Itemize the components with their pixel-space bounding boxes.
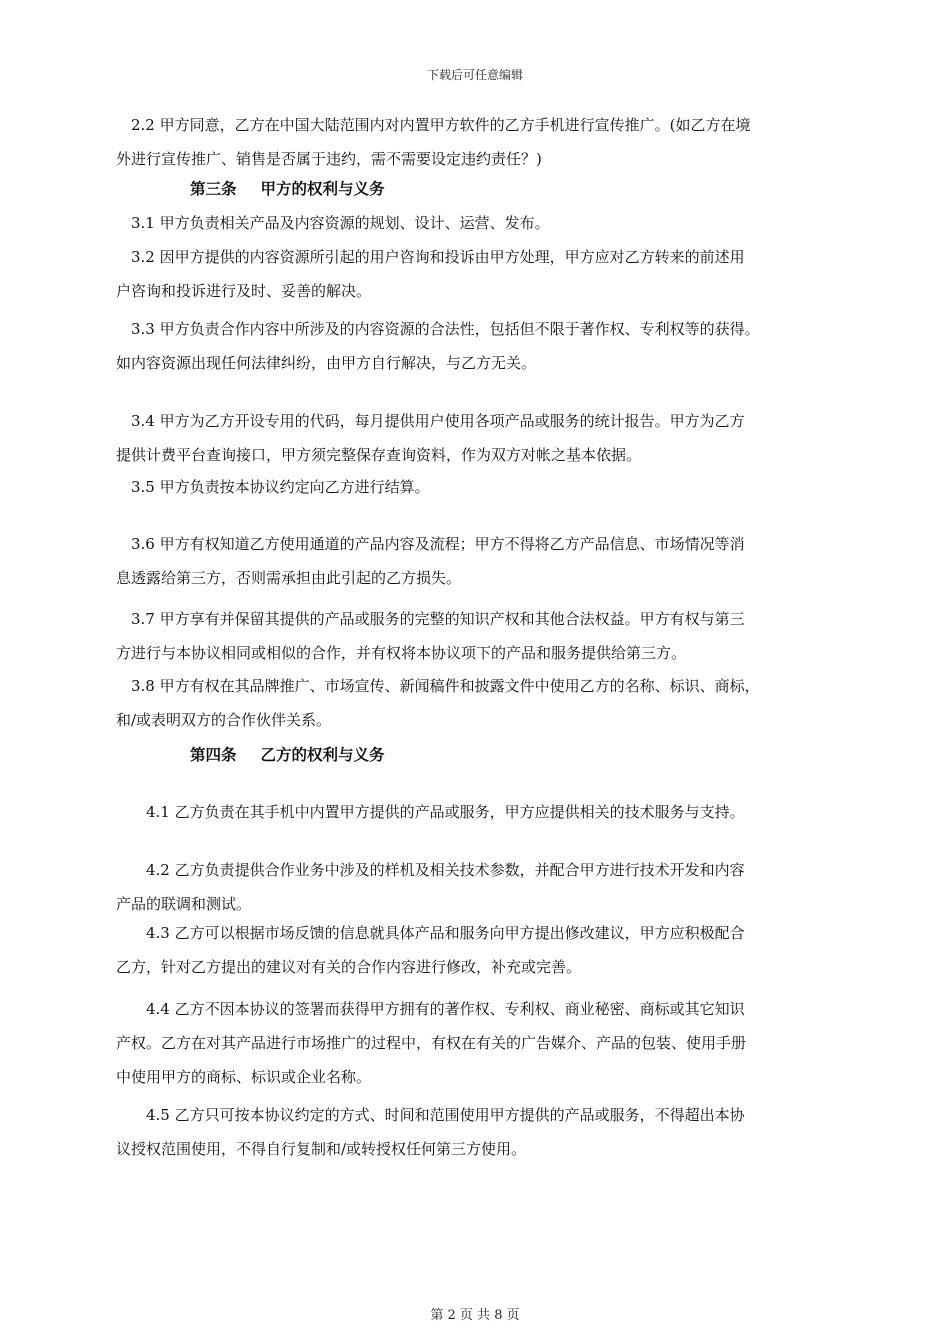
clause-4-3-line-1: 4.3 乙方可以根据市场反馈的信息就具体产品和服务向甲方提出修改建议，甲方应积极配合 (116, 924, 745, 942)
clause-2-2-line-2: 外进行宣传推广、销售是否属于违约，需不需要设定违约责任？) (116, 150, 542, 168)
clause-4-4-line-2: 产权。乙方在对其产品进行市场推广的过程中，有权在有关的广告媒介、产品的包装、使用手册 (116, 1034, 747, 1052)
clause-3-8-line-1: 3.8 甲方有权在其品牌推广、市场宣传、新闻稿件和披露文件中使用乙方的名称、标识、商标， (116, 677, 760, 695)
article-4-title: 乙方的权利与义务 (260, 745, 385, 764)
clause-4-5-line-1: 4.5 乙方只可按本协议约定的方式、时间和范围使用甲方提供的产品或服务，不得超出本协 (116, 1106, 745, 1124)
clause-3-2-line-1: 3.2 因甲方提供的内容资源所引起的用户咨询和投诉由甲方处理，甲方应对乙方转来的前述用 (116, 248, 745, 266)
clause-3-3-line-2: 如内容资源出现任何法律纠纷，由甲方自行解决，与乙方无关。 (116, 354, 537, 372)
clause-3-4-line-1: 3.4 甲方为乙方开设专用的代码，每月提供用户使用各项产品或服务的统计报告。甲方为乙方 (116, 412, 745, 430)
clause-4-1-line-1: 4.1 乙方负责在其手机中内置甲方提供的产品或服务，甲方应提供相关的技术服务与支持。 (116, 803, 745, 821)
clause-3-4-line-2: 提供计费平台查询接口，甲方须完整保存查询资料，作为双方对帐之基本依据。 (116, 446, 642, 464)
clause-3-3-line-1: 3.3 甲方负责合作内容中所涉及的内容资源的合法性，包括但不限于著作权、专利权等的获得。 (116, 320, 760, 338)
clause-3-2-line-2: 户咨询和投诉进行及时、妥善的解决。 (116, 282, 372, 300)
clause-4-2-line-1: 4.2 乙方负责提供合作业务中涉及的样机及相关技术参数，并配合甲方进行技术开发和内容 (116, 861, 745, 879)
clause-4-3 (116, 916, 844, 984)
clause-4-3-line-2: 乙方，针对乙方提出的建议对有关的合作内容进行修改，补充或完善。 (116, 958, 582, 976)
clause-3-5 (116, 470, 844, 504)
clause-4-4 (116, 992, 844, 1094)
page-header-note: 下载后可任意编辑 (426, 68, 523, 82)
clause-4-4-line-1: 4.4 乙方不因本协议的签署而获得甲方拥有的著作权、专利权、商业秘密、商标或其它知识 (116, 1000, 745, 1018)
clause-3-3 (116, 312, 844, 380)
article-3-heading (190, 172, 385, 206)
clause-4-2 (116, 853, 844, 921)
clause-3-7-line-2: 方进行与本协议相同或相似的合作，并有权将本协议项下的产品和服务提供给第三方。 (116, 644, 687, 662)
clause-3-5-line-1: 3.5 甲方负责按本协议约定向乙方进行结算。 (116, 478, 430, 496)
clause-4-2-line-2: 产品的联调和测试。 (116, 895, 252, 913)
clause-4-5 (116, 1098, 844, 1166)
clause-3-2 (116, 240, 844, 308)
article-4-heading (190, 738, 385, 772)
clause-4-4-line-3: 中使用甲方的商标、标识或企业名称。 (116, 1068, 372, 1086)
clause-3-8 (116, 669, 844, 737)
clause-3-1-line-1: 3.1 甲方负责相关产品及内容资源的规划、设计、运营、发布。 (116, 214, 550, 232)
clause-3-6-line-2: 息透露给第三方，否则需承担由此引起的乙方损失。 (116, 569, 462, 587)
clause-3-6-line-1: 3.6 甲方有权知道乙方使用通道的产品内容及流程；甲方不得将乙方产品信息、市场情况等消 (116, 535, 745, 553)
clause-3-7 (116, 602, 844, 670)
clause-3-4 (116, 404, 844, 472)
clause-2-2 (116, 108, 844, 176)
clause-3-6 (116, 527, 844, 595)
clause-3-1 (116, 206, 844, 240)
article-4-number: 第四条 (190, 745, 237, 764)
clause-2-2-line-1: 2.2 甲方同意，乙方在中国大陆范围内对内置甲方软件的乙方手机进行宣传推广。(如乙方在境 (116, 116, 751, 134)
article-3-title: 甲方的权利与义务 (260, 179, 385, 198)
clause-4-1 (116, 795, 844, 829)
article-3-number: 第三条 (190, 179, 237, 198)
page-number-footer: 第 2 页 共 8 页 (430, 1308, 520, 1323)
clause-4-5-line-2: 议授权范围使用，不得自行复制和/或转授权任何第三方使用。 (116, 1140, 527, 1158)
clause-3-7-line-1: 3.7 甲方享有并保留其提供的产品或服务的完整的知识产权和其他合法权益。甲方有权与第三 (116, 610, 745, 628)
clause-3-8-line-2: 和/或表明双方的合作伙伴关系。 (116, 711, 332, 729)
